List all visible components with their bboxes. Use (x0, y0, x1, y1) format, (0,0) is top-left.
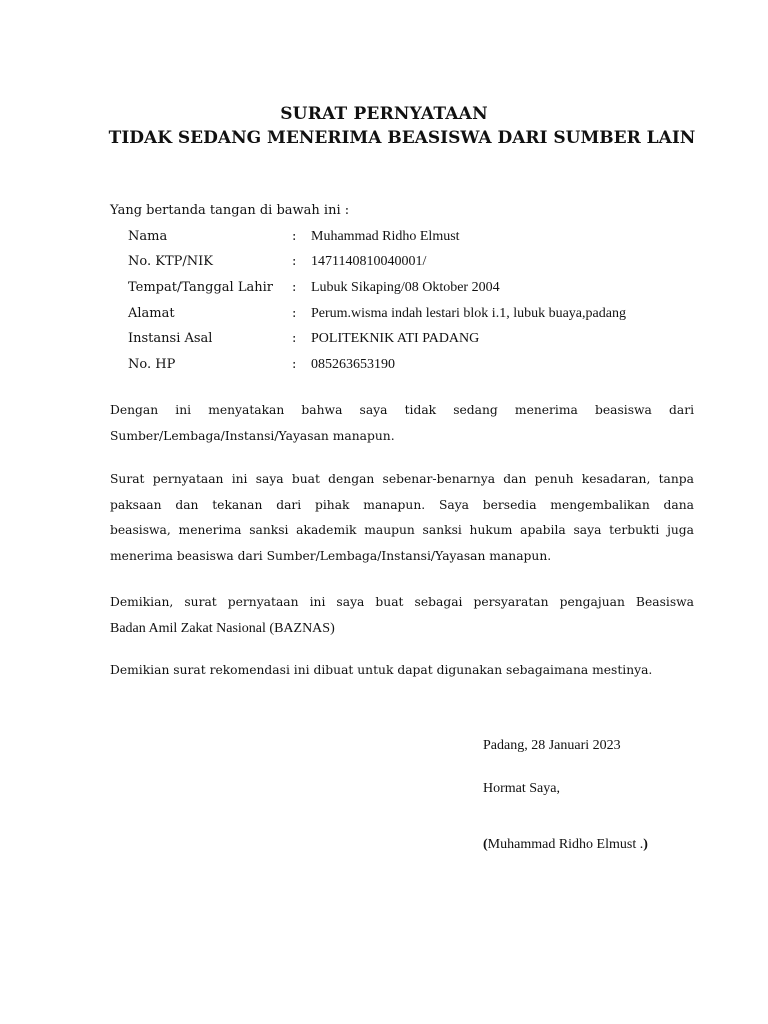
identity-label: No. KTP/NIK (128, 254, 213, 269)
document-subtitle: TIDAK SEDANG MENERIMA BEASISWA DARI SUMBER LAIN (108, 128, 696, 148)
paragraph-declaration (110, 467, 694, 569)
paragraph-line: beasiswa, menerima sanksi akademik maupun sanksi hukum apabila saya terbukti juga (110, 523, 694, 538)
identity-colon: : (292, 254, 297, 269)
identity-label: Instansi Asal (128, 331, 213, 346)
paragraph-line: paksaan dan tekanan dari pihak manapun. Saya bersedia mengembalikan dana (110, 497, 694, 512)
identity-colon: : (292, 331, 297, 346)
paragraph-closing (110, 658, 694, 684)
identity-value: Lubuk Sikaping/08 Oktober 2004 (311, 280, 500, 295)
identity-colon: : (292, 306, 297, 321)
identity-value: POLITEKNIK ATI PADANG (311, 331, 480, 346)
identity-label: Nama (128, 229, 168, 244)
signature-close-paren: ) (643, 837, 648, 852)
identity-value: 085263653190 (311, 357, 395, 372)
identity-colon: : (292, 357, 297, 372)
identity-colon: : (292, 280, 297, 295)
identity-colon: : (292, 229, 297, 244)
signature-name (483, 837, 648, 853)
identity-label: Tempat/Tanggal Lahir (128, 280, 273, 295)
identity-value: Muhammad Ridho Elmust (311, 229, 460, 244)
identity-value: 1471140810040001/ (311, 254, 427, 269)
paragraph-line: Demikian, surat pernyataan ini saya buat sebagai persyaratan pengajuan Beasiswa (110, 595, 694, 609)
place-date: Padang, 28 Januari 2023 (483, 738, 621, 753)
paragraph-line: Surat pernyataan ini saya buat dengan sebenar-benarnya dan penuh kesadaran, tanpa (110, 472, 694, 486)
paragraph-line: Demikian surat rekomendasi ini dibuat untuk dapat digunakan sebagaimana mestinya. (110, 663, 653, 677)
paragraph-statement (110, 398, 694, 449)
paragraph-line: Badan Amil Zakat Nasional (BAZNAS) (110, 620, 335, 636)
paragraph-line: Sumber/Lembaga/Instansi/Yayasan manapun. (110, 428, 395, 443)
signature-text: Muhammad Ridho Elmust . (487, 837, 644, 852)
signature-open-paren: ( (483, 837, 488, 852)
identity-value: Perum.wisma indah lestari blok i.1, lubuk buaya,padang (311, 306, 626, 321)
paragraph-line: menerima beasiswa dari Sumber/Lembaga/Instansi/Yayasan manapun. (110, 548, 552, 563)
identity-label: Alamat (128, 306, 175, 321)
paragraph-line: Dengan ini menyatakan bahwa saya tidak sedang menerima beasiswa dari (110, 403, 694, 417)
document-title: SURAT PERNYATAAN (280, 104, 488, 124)
identity-label: No. HP (128, 357, 176, 372)
intro-text: Yang bertanda tangan di bawah ini : (110, 203, 350, 218)
regards: Hormat Saya, (483, 781, 560, 796)
paragraph-purpose (110, 590, 694, 641)
